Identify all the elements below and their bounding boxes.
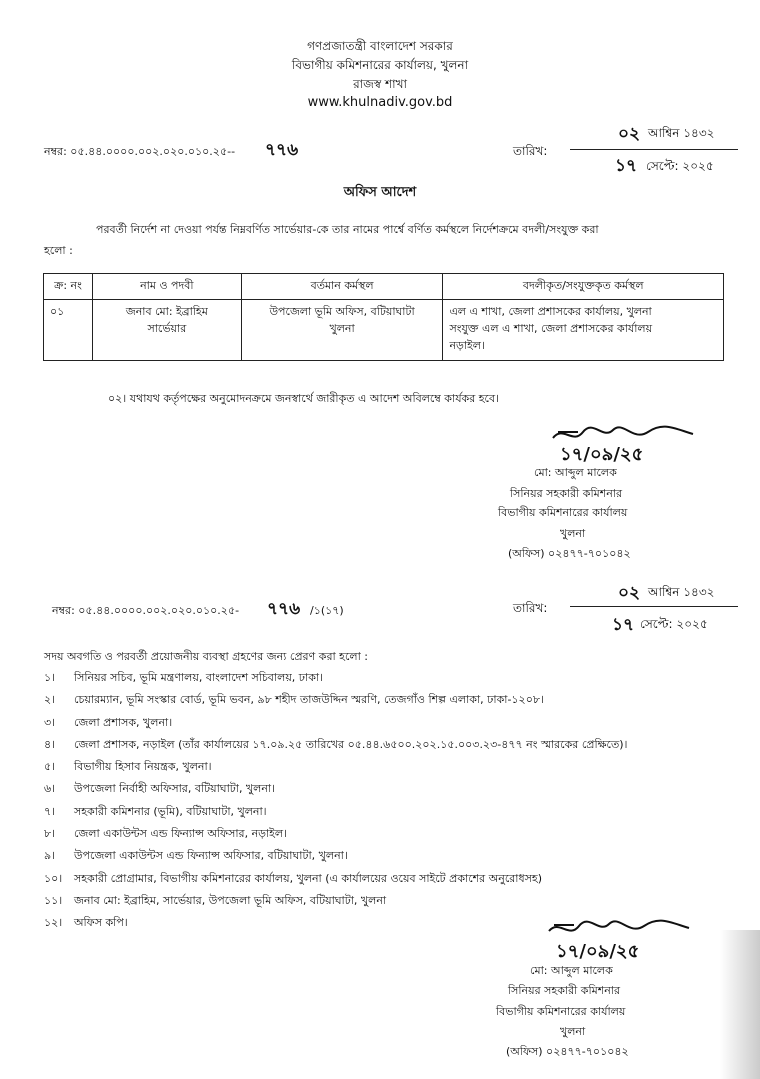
col-serial: ক্র: নং xyxy=(44,274,93,300)
memo1-number-handwritten: ৭৭৬ xyxy=(265,140,299,160)
list-item: ৩। জেলা প্রশাসক, খুলনা। xyxy=(44,715,173,729)
govt-name: গণপ্রজাতন্ত্রী বাংলাদেশ সরকার xyxy=(307,39,453,53)
clause-2: ০২। যথাযথ কর্তৃপক্ষের অনুমোদনক্রমে জনস্বার্থে জারীকৃত এ আদেশ অবিলম্বে কার্যকর হবে। xyxy=(108,392,500,405)
distribution-list xyxy=(44,669,627,937)
signer-2-phone: (অফিস) ০২৪৭৭-৭০১০৪২ xyxy=(506,1045,629,1058)
cell-new-post: এল এ শাখা, জেলা প্রশাসকের কার্যালয়, খুলনা সংযুক্ত এল এ শাখা, জেলা প্রশাসকের কার্যালয় নড়াইল। xyxy=(443,300,724,361)
website[interactable]: www.khulnadiv.gov.bd xyxy=(307,95,453,110)
memo2-date-label: তারিখ: xyxy=(513,601,548,615)
distribution-intro: সদয় অবগতি ও পরবর্তী প্রয়োজনীয় ব্যবস্থা গ্রহণের জন্য প্রেরণ করা হলো : xyxy=(44,650,368,663)
signer-1-place: খুলনা xyxy=(560,527,586,540)
date-divider-2 xyxy=(570,606,738,607)
date-divider xyxy=(570,149,738,150)
signature-1-date: ১৭/০৯/২৫ xyxy=(560,444,644,465)
memo1-date-bangla-month: আশ্বিন ১৪৩২ xyxy=(648,126,715,140)
col-name: নাম ও পদবী xyxy=(92,274,241,300)
list-item: ৭। সহকারী কমিশনার (ভূমি), বটিয়াঘাটা, খুলনা। xyxy=(44,804,267,818)
list-item: ৬। উপজেলা নির্বাহী অফিসার, বটিয়াঘাটা, খুলনা। xyxy=(44,782,276,796)
list-item: ১২। অফিস কপি। xyxy=(44,916,128,930)
memo1-date-bangla-day: ০২ xyxy=(618,124,641,144)
memo2-number-suffix: /১(১৭) xyxy=(310,604,344,617)
signer-2-place: খুলনা xyxy=(560,1025,586,1038)
memo2-date-bangla-month: আশ্বিন ১৪৩২ xyxy=(648,585,715,599)
memo2-date-eng-day: ১৭ xyxy=(612,615,635,635)
col-current-post: বর্তমান কর্মস্থল xyxy=(241,274,443,300)
list-item: ২। চেয়ারম্যান, ভূমি সংস্কার বোর্ড, ভূমি ভবন, ৯৮ শহীদ তাজউদ্দিন স্মরণি, তেজগাঁও শিল্প এলাকা, ঢাকা-১২০৮। xyxy=(44,693,544,707)
memo2-number: নম্বর: ০৫.৪৪.০০০০.০০২.০২০.০১০.২৫- xyxy=(52,604,240,617)
list-item: ১০। সহকারী প্রোগ্রামার, বিভাগীয় কমিশনারের কার্যালয়, খুলনা (এ কার্যালয়ের ওয়েব সাইটে প্রকাশের অনুরোধসহ) xyxy=(44,871,542,885)
memo2-date-eng-month: সেপ্টে: ২০২৫ xyxy=(640,617,708,631)
memo2-date-bangla-day: ০২ xyxy=(618,583,641,603)
office-name: বিভাগীয় কমিশনারের কার্যালয়, খুলনা xyxy=(291,58,469,72)
intro-text-cont: হলো : xyxy=(44,244,73,257)
list-item: ৮। জেলা একাউন্টস এন্ড ফিন্যান্স অফিসার, নড়াইল। xyxy=(44,827,288,841)
memo1-date-eng-month: সেপ্টে: ২০২৫ xyxy=(646,159,714,173)
col-new-post: বদলীকৃত/সংযুক্তকৃত কর্মস্থল xyxy=(443,274,724,300)
signature-2-date: ১৭/০৯/২৫ xyxy=(556,941,640,962)
transfer-table xyxy=(43,273,724,361)
order-title: অফিস আদেশ xyxy=(343,185,417,200)
list-item: ৫। বিভাগীয় হিসাব নিয়ন্ত্রক, খুলনা। xyxy=(44,760,212,774)
signer-1-name: মো: আব্দুল মালেক xyxy=(534,466,617,479)
cell-name: জনাব মো: ইব্রাহিম সার্ভেয়ার xyxy=(92,300,241,361)
signer-2-office: বিভাগীয় কমিশনারের কার্যালয় xyxy=(496,1005,626,1018)
table-header-row xyxy=(44,274,724,300)
scan-shadow xyxy=(720,930,760,1079)
list-item: ১১। জনাব মো: ইব্রাহিম, সার্ভেয়ার, উপজেলা ভূমি অফিস, বটিয়াঘাটা, খুলনা xyxy=(44,893,387,907)
memo2-number-handwritten: ৭৭৬ xyxy=(267,599,301,619)
list-item: ৯। উপজেলা একাউন্টস এন্ড ফিন্যান্স অফিসার, বটিয়াঘাটা, খুলনা। xyxy=(44,849,348,863)
signer-1-office: বিভাগীয় কমিশনারের কার্যালয় xyxy=(498,506,628,519)
memo1-date-label: তারিখ: xyxy=(513,144,548,158)
signer-1-designation: সিনিয়র সহকারী কমিশনার xyxy=(510,487,623,500)
signer-1-phone: (অফিস) ০২৪৭৭-৭০১০৪২ xyxy=(508,547,631,560)
memo1-date-eng-day: ১৭ xyxy=(615,156,638,176)
list-item: ১। সিনিয়র সচিব, ভূমি মন্ত্রণালয়, বাংলাদেশ সচিবালয়, ঢাকা। xyxy=(44,671,324,684)
list-item: ৪। জেলা প্রশাসক, নড়াইল (তাঁর কার্যালয়ের ১৭.০৯.২৫ তারিখের ০৫.৪৪.৬৫০০.২০২.১৫.০০৩.২৩-৪৭৭ নং স্মারকের প্রেক্ষিতে)। xyxy=(44,737,628,751)
signer-2-designation: সিনিয়র সহকারী কমিশনার xyxy=(508,984,621,997)
table-row xyxy=(44,300,724,361)
section-name: রাজস্ব শাখা xyxy=(353,77,407,91)
memo1-number: নম্বর: ০৫.৪৪.০০০০.০০২.০২০.০১০.২৫-- xyxy=(44,145,236,158)
cell-current-post: উপজেলা ভূমি অফিস, বটিয়াঘাটা খুলনা xyxy=(241,300,443,361)
cell-serial: ০১ xyxy=(44,300,93,361)
signer-2-name: মো: আব্দুল মালেক xyxy=(530,964,613,977)
intro-text: পরবর্তী নির্দেশ না দেওয়া পর্যন্ত নিম্নবর্ণিত সার্ভেয়ার-কে তার নামের পার্শ্বে বর্ণিত কর্মস্থলে নির্দেশক্রমে বদলী/সংযুক্ত করা xyxy=(96,223,599,236)
